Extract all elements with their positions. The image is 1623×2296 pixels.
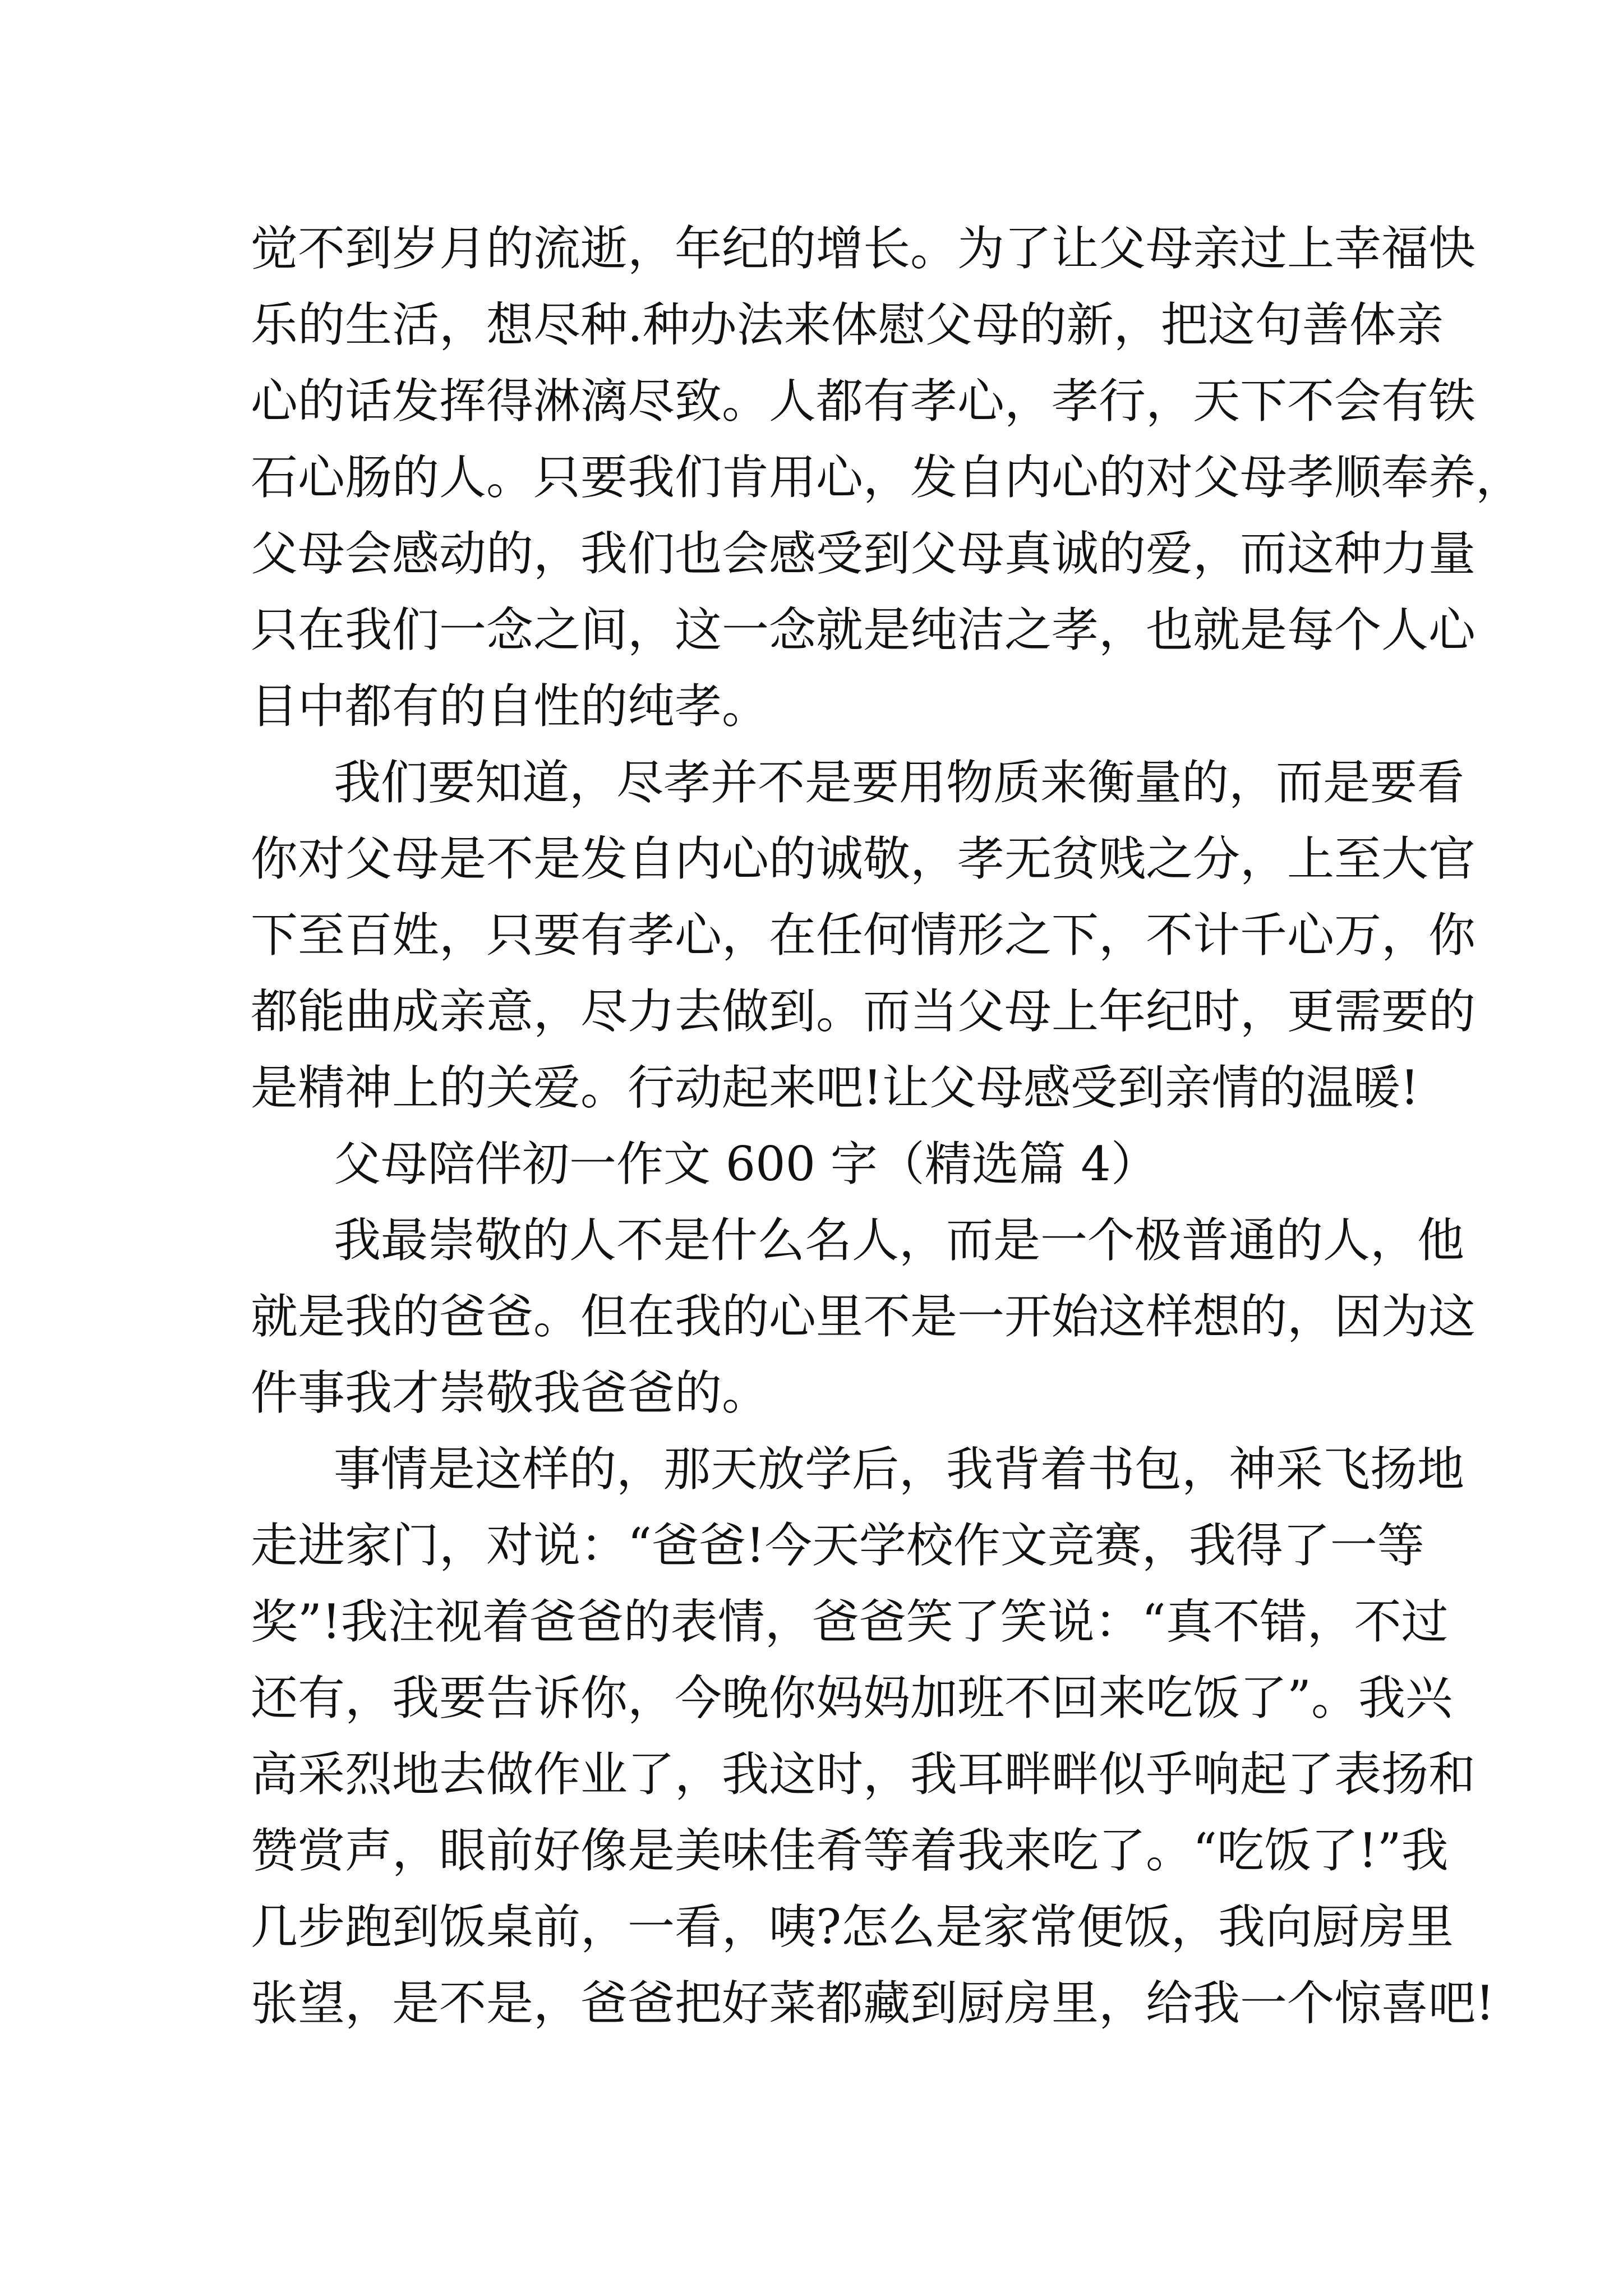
section-heading: 父母陪伴初一作文 600 字（精选篇 4） xyxy=(334,1137,1158,1191)
text-line: 赞赏声，眼前好像是美味佳肴等着我来吃了。“吃饭了!”我 xyxy=(251,1823,1449,1878)
text-line: 就是我的爸爸。但在我的心里不是一开始这样想的，因为这 xyxy=(251,1289,1476,1344)
text-line: 还有，我要告诉你，今晚你妈妈加班不回来吃饭了”。我兴 xyxy=(251,1671,1453,1726)
text-line: 觉不到岁月的流逝，年纪的增长。为了让父母亲过上幸福快 xyxy=(251,221,1476,276)
text-line: 心的话发挥得淋漓尽致。人都有孝心，孝行，天下不会有铁 xyxy=(251,374,1476,429)
paragraph-start-line: 事情是这样的，那天放学后，我背着书包，神采飞扬地 xyxy=(334,1442,1465,1497)
text-line: 奖”!我注视着爸爸的表情，爸爸笑了笑说：“真不错，不过 xyxy=(251,1594,1449,1649)
text-line: 都能曲成亲意，尽力去做到。而当父母上年纪时，更需要的 xyxy=(251,984,1476,1039)
text-line: 只在我们一念之间，这一念就是纯洁之孝，也就是每个人心 xyxy=(251,602,1476,657)
text-line: 高采烈地去做作业了，我这时，我耳畔畔似乎响起了表扬和 xyxy=(251,1747,1476,1802)
text-line: 走进家门，对说：“爸爸!今天学校作文竞赛，我得了一等 xyxy=(251,1518,1424,1573)
text-line: 下至百姓，只要有孝心，在任何情形之下，不计千心万，你 xyxy=(251,908,1476,963)
text-line: 几步跑到饭桌前，一看，咦?怎么是家常便饭，我向厨房里 xyxy=(251,1899,1454,1954)
text-line: 是精神上的关爱。行动起来吧!让父母感受到亲情的温暖! xyxy=(251,1060,1419,1115)
text-line: 张望，是不是，爸爸把好菜都藏到厨房里，给我一个惊喜吧! xyxy=(251,1976,1495,2031)
text-line: 石心肠的人。只要我们肯用心，发自内心的对父母孝顺奉养， xyxy=(251,450,1523,505)
text-line: 你对父母是不是发自内心的诚敬，孝无贫贱之分，上至大官 xyxy=(251,831,1476,886)
text-line: 目中都有的自性的纯孝。 xyxy=(251,679,769,734)
text-line: 乐的生活，想尽种.种办法来体慰父母的新，把这句善体亲 xyxy=(251,297,1444,352)
text-line: 件事我才崇敬我爸爸的。 xyxy=(251,1365,769,1420)
text-line: 父母会感动的，我们也会感受到父母真诚的爱，而这种力量 xyxy=(251,526,1476,581)
paragraph-start-line: 我最崇敬的人不是什么名人，而是一个极普通的人，他 xyxy=(334,1213,1465,1268)
paragraph-start-line: 我们要知道，尽孝并不是要用物质来衡量的，而是要看 xyxy=(334,755,1465,810)
